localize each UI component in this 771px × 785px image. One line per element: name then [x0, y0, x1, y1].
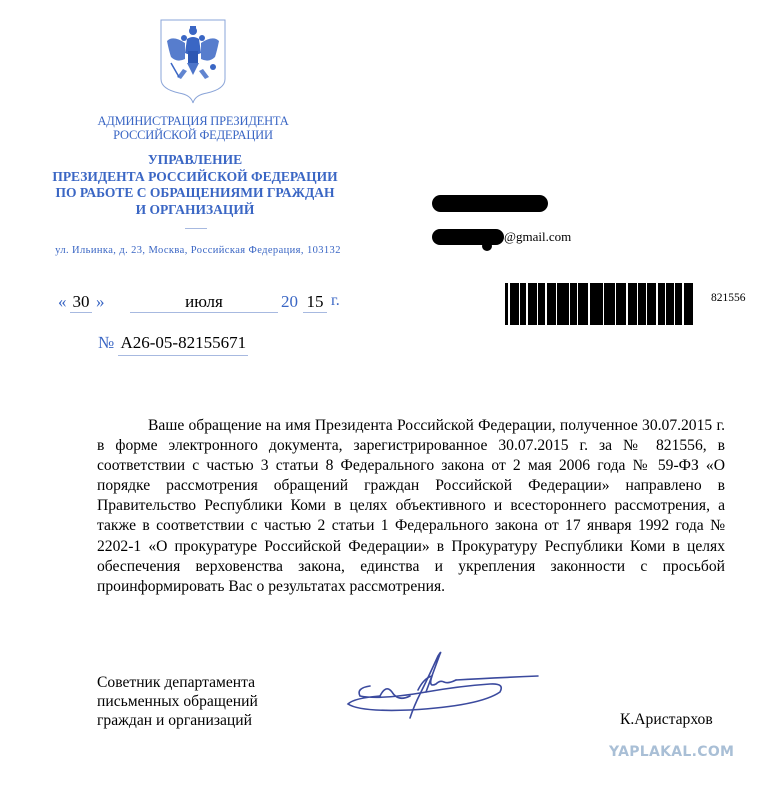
dept-line-2: ПРЕЗИДЕНТА РОССИЙСКОЙ ФЕДЕРАЦИИ [52, 168, 338, 184]
barcode [505, 283, 710, 325]
number-sign: № [98, 333, 115, 352]
admin-line-1: АДМИНИСТРАЦИЯ ПРЕЗИДЕНТА [97, 114, 289, 128]
reference-number-row [98, 333, 248, 356]
barcode-number: 821556 [711, 292, 746, 304]
redacted-email-user [432, 229, 504, 245]
date-year: 15 [303, 292, 327, 313]
date-open-quote: « [58, 292, 67, 311]
reference-number: А26-05-82155671 [118, 333, 248, 356]
signer-title-line-3: граждан и организаций [97, 712, 252, 729]
date-month: июля [130, 292, 278, 313]
dept-line-3: ПО РАБОТЕ С ОБРАЩЕНИЯМИ ГРАЖДАН [55, 185, 335, 200]
redacted-recipient-name [432, 195, 548, 212]
signer-title-line-2: письменных обращений [97, 693, 258, 710]
email-domain: gmail.com [515, 229, 572, 245]
date-day: 30 [70, 292, 92, 313]
watermark: YAPLAKAL.COM [609, 744, 735, 760]
signer-title-line-1: Советник департамента [97, 674, 256, 691]
header-divider [185, 228, 207, 229]
dept-line-4: И ОРГАНИЗАЦИЙ [135, 201, 255, 217]
signer-name: К.Аристархов [620, 711, 713, 728]
dept-line-1: УПРАВЛЕНИЕ [147, 152, 243, 167]
letter-body: Ваше обращение на имя Президента Российской Федерации, полученное 30.07.2015 г. в форме электронного документа, зарегистрированное 30.07.2015 г. за № 821556, в соответствии с частью 3 статьи 8 Федерального закона от 2 мая 2006 года № 59-ФЗ «О порядке рассмотрения обращений граждан Российской Федерации» направлено в Правительство Республики Коми в целях объективного и всестороннего рассмотрения, а также в соответствии с частью 2 статьи 1 Федерального закона от 17 января 1992 года № 2202-1 «О прокуратуре Российской Федерации» в Прокуратуру Республики Коми в целях обеспечения верховенства закона, единства и укрепления законности с просьбой проинформировать Вас о результатах рассмотрения. [97, 417, 725, 595]
recipient-email [432, 228, 571, 248]
email-at-domain: @gmail.com [504, 229, 572, 245]
signer-title [97, 673, 258, 730]
date-close-quote: » [96, 292, 105, 311]
department-header [40, 152, 350, 218]
date-suffix: г. [331, 292, 340, 309]
administration-header [95, 114, 291, 142]
address-line: ул. Ильинка, д. 23, Москва, Российская Федерация, 103132 [55, 245, 341, 256]
admin-line-2: РОССИЙСКОЙ ФЕДЕРАЦИИ [113, 128, 273, 142]
coat-of-arms-icon [157, 17, 229, 105]
date-century: 20 [281, 292, 298, 311]
handwritten-signature-icon [340, 648, 540, 738]
